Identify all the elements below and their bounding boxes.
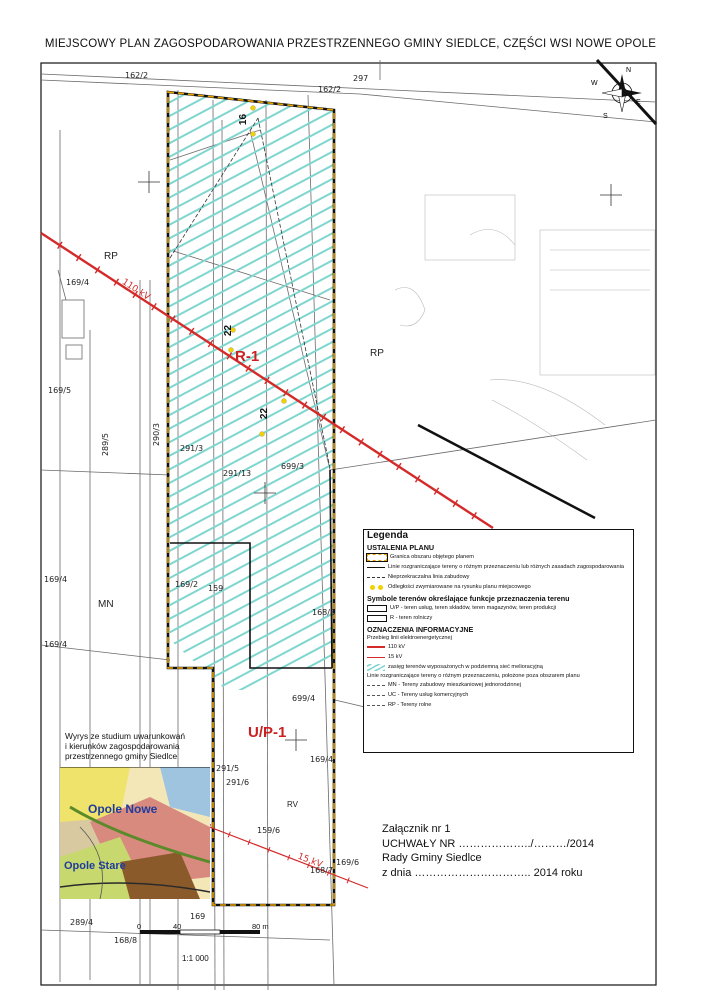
hv-line-label: 110 kV [119, 277, 152, 303]
legend-label: Odległości zwymiarowane na rysunku planu miejscowego [388, 584, 531, 590]
inset-map [60, 767, 210, 899]
dimension-16: 16 [238, 113, 250, 126]
parcel-label: 169/5 [48, 386, 72, 395]
parcel-label: 162/2 [318, 85, 342, 94]
inset-note-line: i kierunków zagospodarowania [65, 741, 180, 751]
stamp-marks [395, 195, 655, 460]
compass-e: E [636, 99, 641, 106]
legend-item [364, 700, 633, 710]
attachment-line: z dnia ………………………….. 2014 roku [382, 866, 583, 879]
area-label-rp-right: RP [370, 348, 384, 359]
legend-label: Granica obszaru objętego planem [390, 554, 474, 560]
legend-item [364, 603, 633, 613]
legend-item [364, 552, 633, 562]
compass-w: W [591, 80, 598, 87]
legend-section-info: OZNACZENIA INFORMACYJNE [367, 625, 474, 634]
scale-bar [140, 930, 260, 934]
parcel-label: 169/4 [66, 278, 90, 287]
legend-swatch-zone-line [367, 567, 385, 568]
legend-swatch-uc [367, 695, 385, 696]
legend-label: Przebieg linii elektroenergetycznej [367, 635, 452, 641]
legend-title: Legenda [367, 530, 409, 541]
legend-label: Linie rozgraniczające tereny o różnym przeznaczeniu lub różnych zasadach zagospodarowania [388, 564, 625, 570]
area-label-rp-left: RP [104, 251, 118, 262]
compass-s: S [603, 113, 608, 120]
parcel-label: 162/2 [125, 71, 149, 80]
legend-section-plan: USTALENIA PLANU [367, 543, 435, 552]
outer-road-line [418, 425, 595, 518]
parcel-label: 290/3 [152, 422, 162, 447]
legend-swatch-melioration [367, 664, 385, 671]
inset-place-opole-nowe: Opole Nowe [88, 802, 158, 816]
legend-label: 110 kV [388, 644, 405, 650]
parcel-label: 169/2 [175, 580, 199, 589]
legend-item [364, 662, 633, 672]
legend-item [364, 582, 633, 592]
legend-swatch-boundary [367, 554, 387, 561]
legend-swatch-building-line [367, 577, 385, 578]
parcel-label: 169/4 [44, 575, 68, 584]
area-label-mn: MN [98, 599, 114, 610]
study-extract-inset [60, 727, 210, 899]
legend-item [364, 562, 633, 572]
zone-label-r1: R-1 [235, 348, 260, 365]
parcel-label: 699/3 [281, 462, 305, 471]
legend-swatch-mn [367, 685, 385, 686]
parcel-label: 291/5 [216, 764, 240, 773]
inset-note-line: przestrzennego gminy Siedlce [65, 751, 178, 761]
legend-label: U/P - teren usług, teren składów, teren magazynów, teren produkcji [390, 605, 556, 611]
legend-swatch-rp [367, 705, 385, 706]
legend-label: 15 kV [388, 654, 403, 660]
parcel-label: 168/8 [312, 608, 336, 617]
legend-label: Linie rozgraniczające tereny o różnym przeznaczeniu, położone poza obszarem planu [367, 673, 580, 679]
legend-swatch-15kv [367, 657, 385, 658]
legend-label: Nieprzekraczalna linia zabudowy [388, 574, 470, 580]
legend-section-symbols: Symbole terenów określające funkcje przeznaczenia terenu [367, 594, 570, 603]
legend-swatch-110kv [367, 646, 385, 648]
scale-label-40: 40 [173, 922, 182, 931]
parcel-label: 289/5 [101, 432, 111, 457]
legend-item [364, 572, 633, 582]
legend-label: R - teren rolniczy [390, 615, 433, 621]
legend [363, 529, 634, 753]
parcel-label: 159 [208, 584, 224, 593]
parcel-label: 289/4 [70, 918, 94, 927]
legend-item [364, 613, 633, 623]
parcel-label: 169/4 [310, 755, 334, 764]
parcel-label: 699/4 [292, 694, 316, 703]
melioration-hatch [168, 92, 334, 690]
map-title: MIEJSCOWY PLAN ZAGOSPODAROWANIA PRZESTRZENNEGO GMINY SIEDLCE, CZĘŚCI WSI NOWE OPOLE [44, 38, 657, 50]
dimension-22-lower: 22 [259, 407, 271, 420]
parcel-label: 168/8 [114, 936, 138, 945]
mv-line-label: 15 kV [296, 851, 324, 871]
parcel-label: 291/13 [223, 469, 252, 478]
legend-swatch-up [367, 605, 387, 612]
parcel-label: 291/6 [226, 778, 250, 787]
parcel-label: 297 [353, 74, 369, 83]
dimension-22-upper: 22 [223, 324, 235, 337]
legend-label: MN - Tereny zabudowy mieszkaniowej jednorodzinnej [388, 682, 521, 688]
attachment-line: UCHWAŁY NR ………………../………/2014 [382, 837, 595, 850]
scale-label-80: 80 m [252, 922, 269, 931]
parcel-label: 159/6 [257, 826, 281, 835]
scale-label-0: 0 [137, 922, 142, 931]
legend-label: RP - Tereny rolne [388, 702, 432, 708]
inset-note-line: Wyrys ze studium uwarunkowań [65, 731, 186, 741]
parcel-label: 291/3 [180, 444, 204, 453]
attachment-block [382, 822, 594, 880]
area-label-rv: RV [287, 800, 298, 809]
scale-ratio: 1:1 000 [182, 954, 209, 963]
legend-item [364, 652, 633, 662]
attachment-line: Załącznik nr 1 [382, 823, 451, 835]
legend-label: zasięg terenów wyposażonych w podziemną sieć melioracyjną [388, 664, 543, 670]
legend-swatch-r [367, 615, 387, 622]
zone-label-up1: U/P-1 [248, 724, 287, 741]
legend-swatch-dimension [367, 584, 385, 591]
parcel-label: 168/7 [310, 866, 334, 875]
legend-item [364, 690, 633, 700]
inset-place-opole-stare: Opole Stare [64, 860, 126, 872]
legend-label: UC - Tereny usług komercyjnych [388, 692, 469, 698]
parcel-label: 169 [190, 912, 206, 921]
legend-item [364, 680, 633, 690]
compass-n: N [626, 67, 632, 74]
attachment-line: Rady Gminy Siedlce [382, 852, 482, 864]
parcel-label: 169/4 [44, 640, 68, 649]
inset-note [65, 731, 185, 761]
legend-item [364, 642, 633, 652]
parcel-label: 169/6 [336, 858, 360, 867]
